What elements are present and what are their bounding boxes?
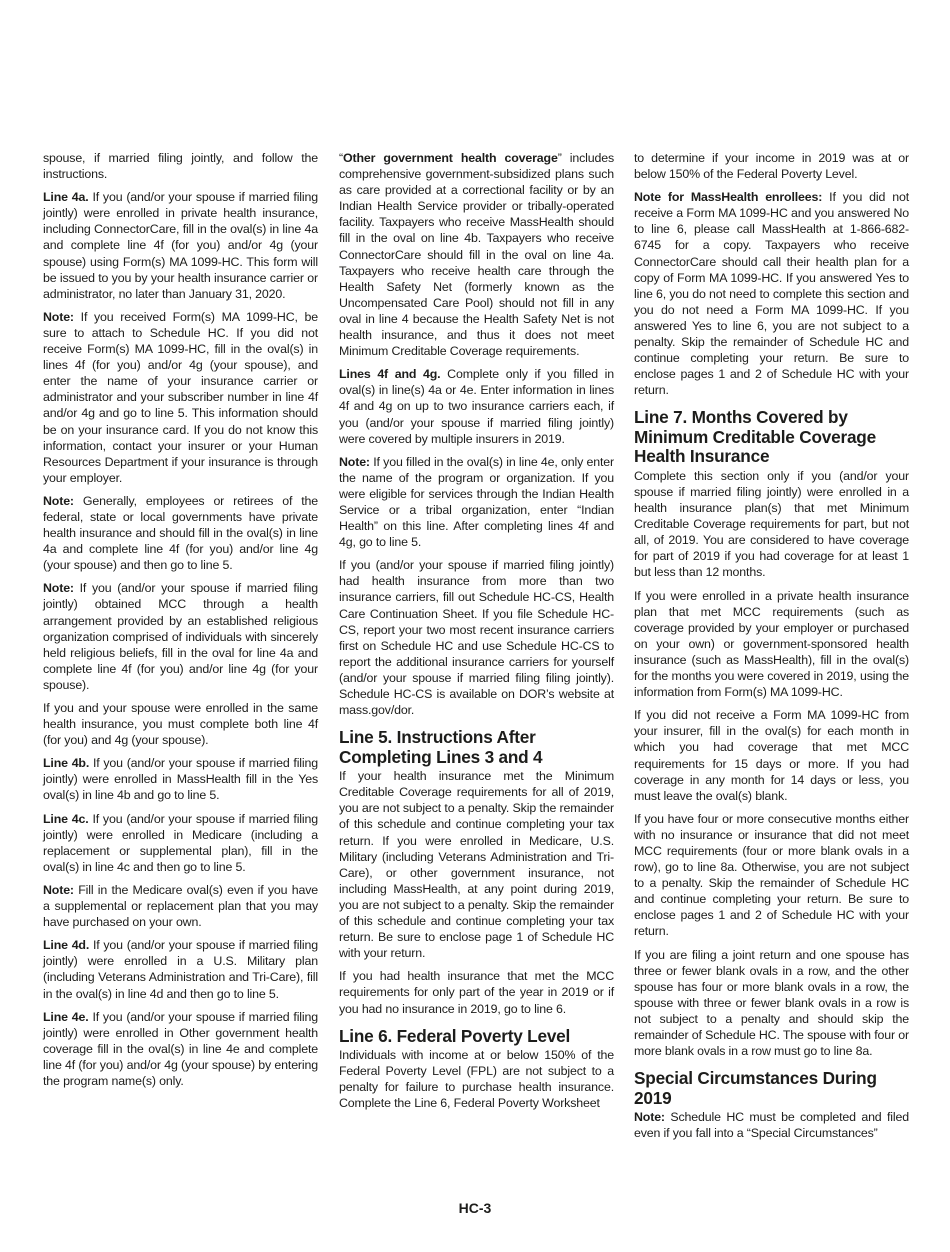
- open-quote: “: [339, 151, 343, 165]
- paragraph-label: Note:: [43, 493, 74, 508]
- paragraph-note: [43, 493, 318, 573]
- paragraph-label: Line 4d.: [43, 938, 90, 953]
- paragraph-note: [43, 580, 318, 693]
- section-heading-line-7: Line 7. Months Covered by Minimum Creditable Coverage Health Insurance: [634, 407, 876, 467]
- section-heading-line-6: Line 6. Federal Poverty Level: [339, 1025, 571, 1046]
- paragraph: Individuals with income at or below 150% of the Federal Poverty Level (FPL) are not subject to a penalty for failure to purchase health insurance. Complete the Line 6, Federal Poverty Worksheet: [339, 1048, 614, 1111]
- paragraph-text: Fill in the Medicare oval(s) even if you have a supplemental or replacement plan that you may have purchased on your own.: [43, 882, 318, 930]
- column-right: [634, 150, 909, 1148]
- paragraph-other-government: [339, 150, 614, 359]
- paragraph-text: If you did not receive a Form MA 1099-HC and you answered No to line 6, please call MassHealth at 1-866-682-6745 for a copy. Taxpayers who receive ConnectorCare should call their health plan for a copy of Form MA 1099-HC. If you answered Yes to line 6, you do not need to complete this section and you do not need a Form MA 1099-HC. If you answered Yes to line 6, you are not subject to a penalty. Skip the remainder of Schedule HC and continue completing your return. Be sure to enclose pages 1 and 2 of Schedule HC with your return.: [634, 190, 909, 398]
- paragraph-note: [43, 309, 318, 486]
- paragraph-lines-4f-4g: [339, 366, 614, 446]
- paragraph-text: If you (and/or your spouse if married filing jointly) were enrolled in a U.S. Military plan (including Veterans Administration and Tri-Care), fill in the oval(s) in line 4d and then go to line 5.: [43, 938, 318, 1001]
- paragraph-label: Note for MassHealth enrollees:: [634, 190, 823, 205]
- paragraph-label: Note:: [43, 581, 74, 596]
- column-left: [43, 150, 318, 1096]
- paragraph-line-4e: [43, 1009, 318, 1089]
- paragraph-note: [634, 1109, 909, 1141]
- section-heading-special-circumstances: Special Circumstances During 2019: [634, 1068, 877, 1108]
- paragraph-label: Line 4e.: [43, 1009, 89, 1024]
- paragraph: If you had health insurance that met the MCC requirements for only part of the year in 2019 or if you had no insurance in 2019, go to line 6.: [339, 969, 614, 1016]
- paragraph-label: Note:: [43, 309, 74, 324]
- paragraph: If you were enrolled in a private health insurance plan that met MCC requirements (such as coverage provided by your employer or purchased on your own) or government-sponsored health insurance (such as MassHealth), fill in the oval(s) for the months you were covered in 2019, using the information from Form(s) MA 1099-HC.: [634, 588, 909, 700]
- paragraph: If you and your spouse were enrolled in the same health insurance, you must complete both line 4f (for you) and 4g (your spouse).: [43, 701, 318, 748]
- paragraph-note: [43, 882, 318, 930]
- paragraph-note-masshealth: [634, 189, 909, 398]
- paragraph-line-4b: [43, 755, 318, 803]
- paragraph-line-4a: [43, 189, 318, 302]
- paragraph-line-4c: [43, 811, 318, 875]
- paragraph-label: Note:: [634, 1110, 665, 1125]
- paragraph-label: Lines 4f and 4g.: [339, 367, 441, 382]
- paragraph-note: [339, 454, 614, 551]
- paragraph-label: Line 4a.: [43, 190, 89, 205]
- paragraph-text: If you (and/or your spouse if married filing jointly) were enrolled in Other government health coverage fill in the oval(s) in line 4e and complete line 4f (for you) and/or 4g (your spouse) by entering the program name(s) only.: [43, 1009, 318, 1088]
- paragraph-text: If you (and/or your spouse if married filing jointly) were enrolled in Medicare (including a replacement or supplemental plan), fill in the oval(s) in line 4c and then go to line 5.: [43, 811, 318, 874]
- paragraph-label: Note:: [43, 882, 74, 897]
- paragraph: spouse, if married filing jointly, and follow the instructions.: [43, 151, 318, 182]
- column-middle: [339, 150, 614, 1118]
- paragraph-text: Generally, employees or retirees of the federal, state or local governments have private health insurance and should fill in the oval(s) in line 4a and complete line 4f (for you) and/or line 4g (your spouse) and then go to line 5.: [43, 493, 318, 573]
- paragraph-text: If you received Form(s) MA 1099-HC, be sure to attach to Schedule HC. If you did not receive Form(s) MA 1099-HC, fill in the oval(s) in lines 4f (for you) and/or 4g (your spouse), and enter the name of your insurance carrier or administrator and your subscriber number in line 4f and/or 4g and go to line 5. This information should be on your insurance card. If you do not know this information, contact your insurer or your Human Resources Department if your insurance is through your employer.: [43, 309, 318, 485]
- paragraph: If you (and/or your spouse if married filing jointly) had health insurance from more than two insurance carriers, fill out Schedule HC-CS, Health Care Continuation Sheet. If you file Schedule HC-CS, report your two most recent insurance carriers first on Schedule HC and use Schedule HC-CS to report the additional insurance carriers for yourself (and/or your spouse if married filing filing jointly). Schedule HC-CS is available on DOR’s website at mass.gov/dor.: [339, 558, 614, 718]
- paragraph-text: If you (and/or your spouse if married filing jointly) obtained MCC through a health arrangement provided by an established religious organization comprised of individuals with sincerely held religious beliefs, fill in the oval for line 4a and complete line 4f (for you) and/or line 4g (for your spouse).: [43, 581, 318, 692]
- page-number: HC-3: [458, 1200, 492, 1216]
- paragraph: If you have four or more consecutive months either with no insurance or insurance that did not meet MCC requirements (four or more blank ovals in a row), go to line 8a. Otherwise, you are not subject to a penalty. Skip the remainder of Schedule HC and continue completing your return. Be sure to enclose pages 1 and 2 of Schedule HC with your return.: [634, 811, 909, 939]
- paragraph: If your health insurance met the Minimum Creditable Coverage requirements for all of 2019, you are not subject to a penalty. Skip the remainder of this schedule and continue completing your tax return. If you were enrolled in Medicare, U.S. Military (including Veterans Administration and Tri-Care), or other government insurance, not including MassHealth, at any point during 2019, you are not subject to a penalty. Skip the remainder of this schedule and continue completing your tax return. Be sure to enclose page 1 of Schedule HC with your return.: [339, 769, 614, 961]
- section-heading-line-5: Line 5. Instructions After Completing Lines 3 and 4: [339, 727, 543, 767]
- paragraph-label: Other government health coverage: [342, 151, 558, 165]
- paragraph-text: If you (and/or your spouse if married filing jointly) were enrolled in MassHealth fill in the Yes oval(s) in line 4b and go to line 5.: [43, 756, 318, 803]
- paragraph: to determine if your income in 2019 was at or below 150% of the Federal Poverty Level.: [634, 151, 909, 182]
- paragraph-text: If you (and/or your spouse if married filing jointly) were enrolled in private health insurance, including ConnectorCare, fill in the oval(s) in line 4a and complete line 4f (for you) and/or 4g (your spouse) using Form(s) MA 1099-HC. This form will be issued to you by your health insurance carrier or administrator, no later than January 31, 2020.: [43, 190, 318, 301]
- paragraph-text: Schedule HC must be completed and filed even if you fall into a “Special Circumstances”: [634, 1110, 909, 1141]
- paragraph-text: ” includes comprehensive government-subsidized plans such as care provided at a correctional facility or by an Indian Health Service provider or tribally-operated facility. Taxpayers who receive MassHealth should fill in the oval on line 4b. Taxpayers who receive ConnectorCare should fill in the oval on line 4a. Taxpayers who receive health care through the Health Safety Net (formerly known as the Uncompensated Care Pool) should not fill in any oval in line 4 because the Health Safety Net is not health insurance, and thus it does not meet Minimum Creditable Coverage requirements.: [339, 151, 615, 359]
- paragraph-label: Note:: [339, 454, 370, 469]
- paragraph-line-4d: [43, 937, 318, 1001]
- paragraph-label: Line 4b.: [43, 756, 90, 771]
- paragraph-text: Complete only if you filled in oval(s) in line(s) 4a or 4e. Enter information in lines 4f and 4g on up to two insurance carriers each, if you (and/or your spouse if married filing jointly) were covered by multiple insurers in 2019.: [339, 367, 614, 446]
- paragraph: If you are filing a joint return and one spouse has three or fewer blank ovals in a row, and the other spouse has four or more blank ovals in a row, the spouse with three or fewer blank ovals in a row is not subject to a penalty and should skip the remainder of Schedule HC. The spouse with four or more blank ovals in a row must go to line 8a.: [634, 947, 909, 1059]
- paragraph: Complete this section only if you (and/or your spouse if married filing jointly) were enrolled in a health insurance plan(s) that met Minimum Creditable Coverage requirements for part, but not all, of 2019. You are considered to have coverage for part of 2019 if you had coverage for at least 1 but less than 12 months.: [634, 468, 909, 580]
- paragraph: If you did not receive a Form MA 1099-HC from your insurer, fill in the oval(s) for each month in which you had coverage that met MCC requirements for 15 days or more. If you had coverage in any month for 14 days or less, you must leave the oval(s) blank.: [634, 708, 909, 803]
- paragraph-label: Line 4c.: [43, 811, 89, 826]
- paragraph-text: If you filled in the oval(s) in line 4e, only enter the name of the program or organization. If you were eligible for services through the Indian Health Service or a tribal organization, enter “Indian Health” on this line. After completing lines 4f and 4g, go to line 5.: [339, 454, 614, 550]
